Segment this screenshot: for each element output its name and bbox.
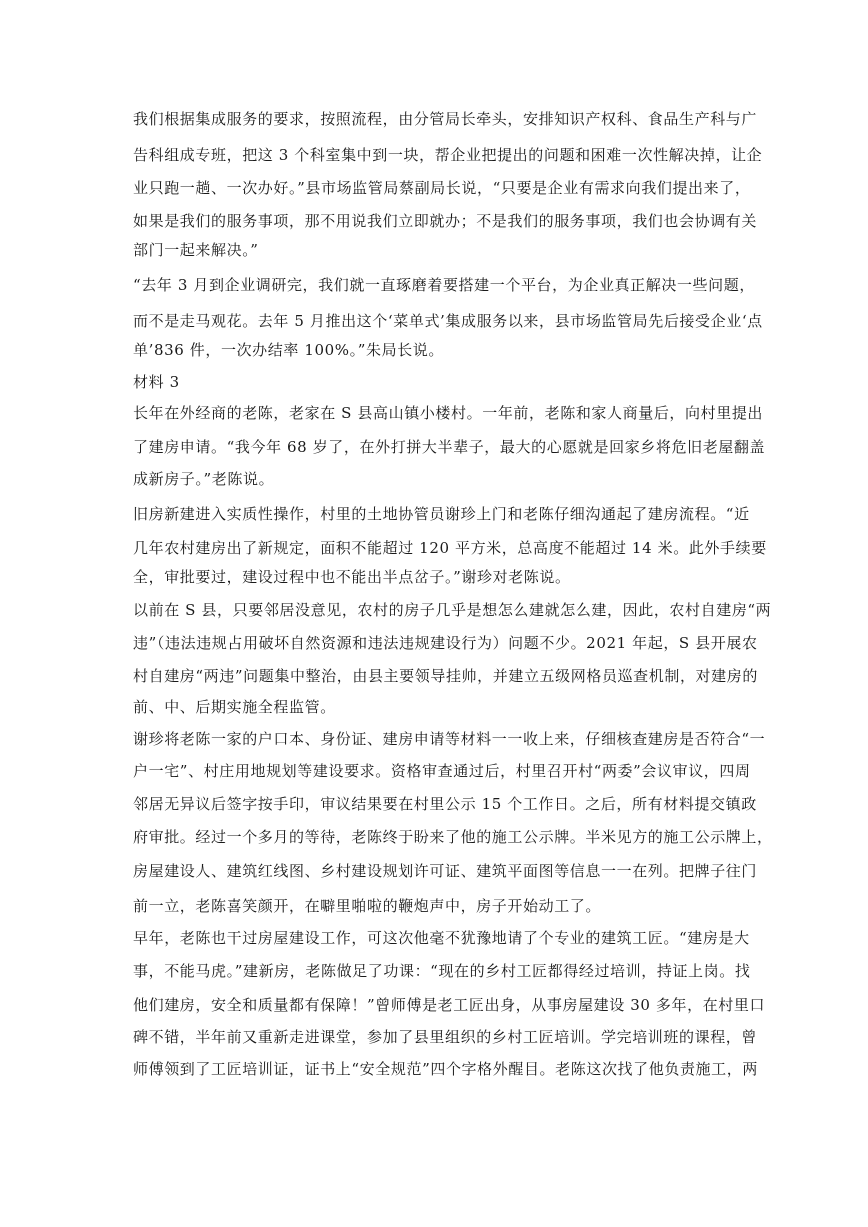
text-line: 而不是走马观花。去年 5 月推出这个‘菜单式’集成服务以来，县市场监管局先后接受企业‘点 bbox=[133, 312, 763, 330]
text-line: 村自建房“两违”问题集中整治，由县主要领导挂帅，并建立五级网格员巡查机制，对建房的 bbox=[133, 667, 758, 685]
text-line: “去年 3 月到企业调研完，我们就一直琢磨着要搭建一个平台，为企业真正解决一些问题， bbox=[133, 276, 755, 294]
text-line: 房屋建设人、建筑红线图、乡村建设规划许可证、建筑平面图等信息一一在列。把牌子往门 bbox=[133, 862, 758, 880]
text-line: 单’836 件，一次办结率 100%。”朱局长说。 bbox=[133, 341, 444, 359]
text-line: 事，不能马虎。”建新房，老陈做足了功课：“现在的乡村工匠都得经过培训，持证上岗。找 bbox=[133, 962, 751, 980]
text-line: 业只跑一趟、一次办好。”县市场监管局蔡副局长说，“只要是企业有需求向我们提出来了， bbox=[133, 179, 751, 197]
text-line: 前一立，老陈喜笑颜开，在噼里啪啦的鞭炮声中，房子开始动工了。 bbox=[133, 897, 602, 915]
text-line: 全，审批要过，建设过程中也不能出半点岔子。”谢珍对老陈说。 bbox=[133, 568, 571, 586]
text-line: 邻居无异议后签字按手印，审议结果要在村里公示 15 个工作日。之后，所有材料提交镇政 bbox=[133, 795, 757, 813]
text-line: 以前在 S 县，只要邻居没意见，农村的房子几乎是想怎么建就怎么建，因此，农村自建房“两 bbox=[133, 601, 772, 619]
text-line: 早年，老陈也干过房屋建设工作，可这次他毫不犹豫地请了个专业的建筑工匠。“建房是大 bbox=[133, 929, 750, 947]
text-line: 几年农村建房出了新规定，面积不能超过 120 平方米，总高度不能超过 14 米。此外手续要 bbox=[133, 539, 767, 557]
text-line: 部门一起来解决。” bbox=[133, 241, 259, 259]
text-line: 谢珍将老陈一家的户口本、身份证、建房申请等材料一一收上来，仔细核查建房是否符合“一 bbox=[133, 730, 766, 748]
text-line: 了建房申请。“我今年 68 岁了，在外打拼大半辈子，最大的心愿就是回家乡将危旧老屋翻盖 bbox=[133, 438, 766, 456]
text-line: 碑不错，半年前又重新走进课堂，参加了县里组织的乡村工匠培训。学完培训班的课程，曾 bbox=[133, 1028, 758, 1046]
text-line: 如果是我们的服务事项，那不用说我们立即就办；不是我们的服务事项，我们也会协调有关 bbox=[133, 212, 758, 230]
text-line: 成新房子。”老陈说。 bbox=[133, 470, 275, 488]
text-line: 长年在外经商的老陈，老家在 S 县高山镇小楼村。一年前，老陈和家人商量后，向村里提出 bbox=[133, 404, 764, 422]
section-heading: 材料 3 bbox=[133, 373, 180, 391]
text-line: 他们建房，安全和质量都有保障！”曾师傅是老工匠出身，从事房屋建设 30 多年，在村里口 bbox=[133, 996, 766, 1014]
text-line: 告科组成专班，把这 3 个科室集中到一块，帮企业把提出的问题和困难一次性解决掉，让企 bbox=[133, 146, 763, 164]
text-line: 前、中、后期实施全程监管。 bbox=[133, 698, 336, 716]
text-line: 旧房新建进入实质性操作，村里的土地协管员谢珍上门和老陈仔细沟通起了建房流程。“近 bbox=[133, 505, 750, 523]
text-line: 师傅领到了工匠培训证，证书上“安全规范”四个字格外醒目。老陈这次找了他负责施工，两 bbox=[133, 1060, 758, 1078]
text-line: 违”（违法违规占用破坏自然资源和违法违规建设行为）问题不少。2021 年起，S 县开展农 bbox=[133, 634, 758, 652]
text-line: 我们根据集成服务的要求，按照流程，由分管局长牵头，安排知识产权科、食品生产科与广 bbox=[133, 110, 758, 128]
text-line: 府审批。经过一个多月的等待，老陈终于盼来了他的施工公示牌。半米见方的施工公示牌上， bbox=[133, 828, 773, 846]
text-line: 户一宅”、村庄用地规划等建设要求。资格审查通过后，村里召开村“两委”会议审议，四周 bbox=[133, 762, 751, 780]
